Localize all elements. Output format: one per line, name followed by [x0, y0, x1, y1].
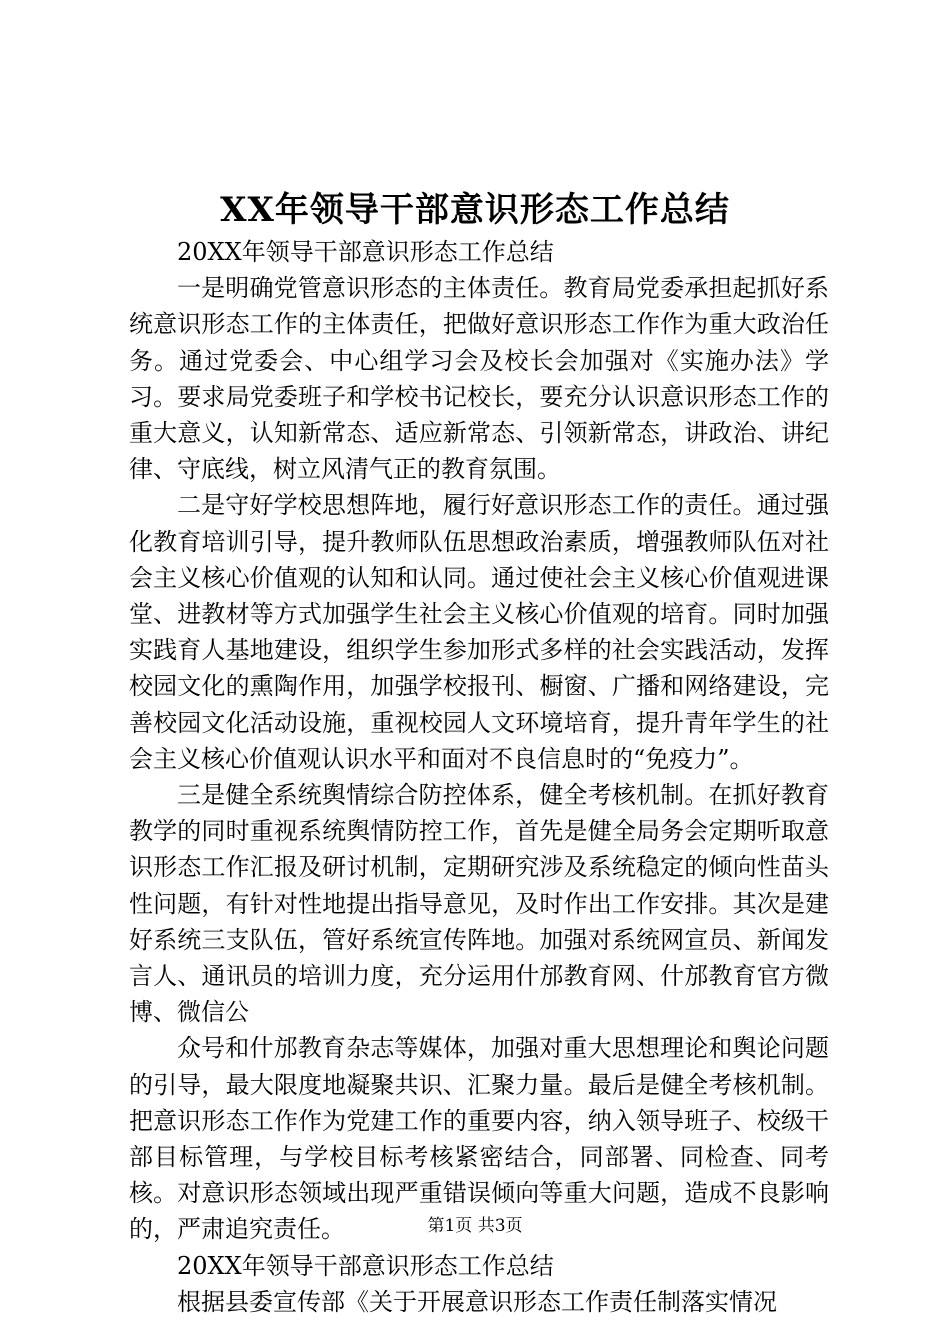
paragraph-5: 根据县委宣传部《关于开展意识形态工作责任制落实情况 — [177, 1287, 777, 1316]
document-title: XX年领导干部意识形态工作总结 — [220, 190, 730, 230]
paragraph-subtitle: 20XX年领导干部意识形态工作总结 — [177, 238, 554, 266]
paragraph-2: 二是守好学校思想阵地，履行好意识形态工作的责任。通过强化教育培训引导，提升教师队伍思想政治素质，增强教师队伍对社会主义核心价值观的认知和认同。通过使社会主义核心价值观进课堂、进教材等方式加强学生社会主义核心价值观的培育。同时加强实践育人基地建设，组织学生参加形式多样的社会实践活动，发挥校园文化的熏陶作用，加强学校报刊、橱窗、广播和网络建设，完善校园文化活动设施，重视校园人文环境培育，提升青年学生的社会主义核心价值观认识水平和面对不良信息时的“免疫力”。 — [129, 491, 829, 773]
page-number-footer: 第1页 共3页 — [427, 1216, 523, 1236]
document-body — [129, 234, 829, 1320]
paragraph-subtitle-2: 20XX年领导干部意识形态工作总结 — [177, 1251, 554, 1280]
paragraph-3: 三是健全系统舆情综合防控体系，健全考核机制。在抓好教育教学的同时重视系统舆情防控工作，首先是健全局务会定期听取意识形态工作汇报及研讨机制，定期研究涉及系统稳定的倾向性苗头性问题，有针对性地提出指导意见，及时作出工作安排。其次是建好系统三支队伍，管好系统宣传阵地。加强对系统网宣员、新闻发言人、通讯员的培训力度，充分运用什邡教育网、什邡教育官方微博、微信公 — [129, 781, 829, 1027]
paragraph-4: 众号和什邡教育杂志等媒体，加强对重大思想理论和舆论问题的引导，最大限度地凝聚共识、汇聚力量。最后是健全考核机制。把意识形态工作作为党建工作的重要内容，纳入领导班子、校级干部目标管理，与学校目标考核紧密结合，同部署、同检查、同考核。对意识形态领域出现严重错误倾向等重大问题，造成不良影响的，严肃追究责任。 — [129, 1034, 829, 1244]
paragraph-1: 一是明确党管意识形态的主体责任。教育局党委承担起抓好系统意识形态工作的主体责任，把做好意识形态工作作为重大政治任务。通过党委会、中心组学习会及校长会加强对《实施办法》学习。要求局党委班子和学校书记校长，要充分认识意识形态工作的重大意义，认知新常态、适应新常态、引领新常态，讲政治、讲纪律、守底线，树立风清气正的教育氛围。 — [129, 274, 829, 484]
